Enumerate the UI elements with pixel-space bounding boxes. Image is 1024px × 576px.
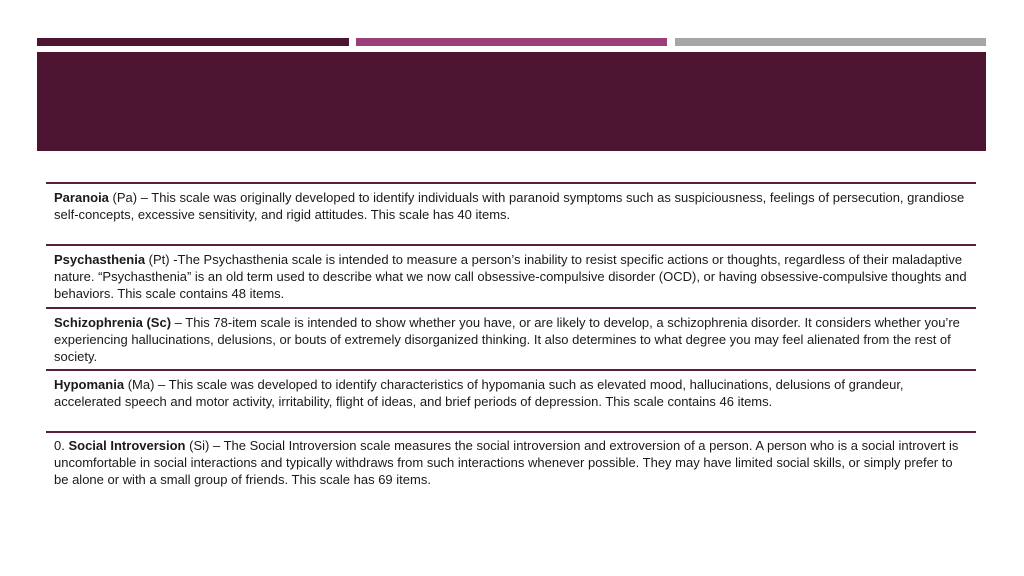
scale-description: (Si) – The Social Introversion scale measures the social introversion and extroversion of a person. A person who is a social introvert is uncomfortable in social interactions and typically withdraws from such interactions whenever possible. They may have limited social skills, or simply prefer to be alone or with a small group of friends. This scale has 69 items. [54, 438, 959, 487]
scale-term: Schizophrenia (Sc) [54, 315, 172, 330]
scale-description: (Ma) – This scale was developed to identify characteristics of hypomania such as elevated mood, hallucinations, delusions of grandeur, accelerated speech and motor activity, irritability, flight of ideas, and brief periods of depression. This scale contains 46 items. [54, 377, 904, 409]
scale-description: (Pa) – This scale was originally developed to identify individuals with paranoid symptoms such as suspiciousness, feelings of persecution, grandiose self-concepts, excessive sensitivity, and rigid attitudes. This scale has 40 items. [54, 190, 965, 222]
accent-bar-dark [37, 38, 349, 46]
scale-description: – This 78-item scale is intended to show whether you have, or are likely to develop, a schizophrenia disorder. It considers whether you’re experiencing hallucinations, delusions, or bouts of extremely disorganized thinking. It also determines to what degree you may feel alienated from the rest of society. [54, 315, 960, 364]
title-band [37, 52, 986, 151]
accent-bar-gray [675, 38, 986, 46]
scale-term: Social Introversion [68, 438, 186, 453]
scale-item-paranoia [46, 182, 976, 244]
scale-item-social-introversion [46, 431, 976, 491]
scale-number: 0. [54, 438, 69, 453]
scale-item-psychasthenia [46, 244, 976, 307]
scale-item-hypomania [46, 369, 976, 431]
scale-description: (Pt) -The Psychasthenia scale is intended to measure a person’s inability to resist specific actions or thoughts, regardless of their maladaptive nature. “Psychasthenia” is an old term used to describe what we now call obsessive-compulsive disorder (OCD), or having obsessive-compulsive thoughts and behaviors. This scale contains 48 items. [54, 252, 967, 301]
scale-term: Psychasthenia [54, 252, 146, 267]
scale-item-schizophrenia [46, 307, 976, 369]
scale-list [46, 182, 976, 491]
accent-bar-magenta [356, 38, 667, 46]
scale-term: Paranoia [54, 190, 109, 205]
scale-term: Hypomania [54, 377, 125, 392]
